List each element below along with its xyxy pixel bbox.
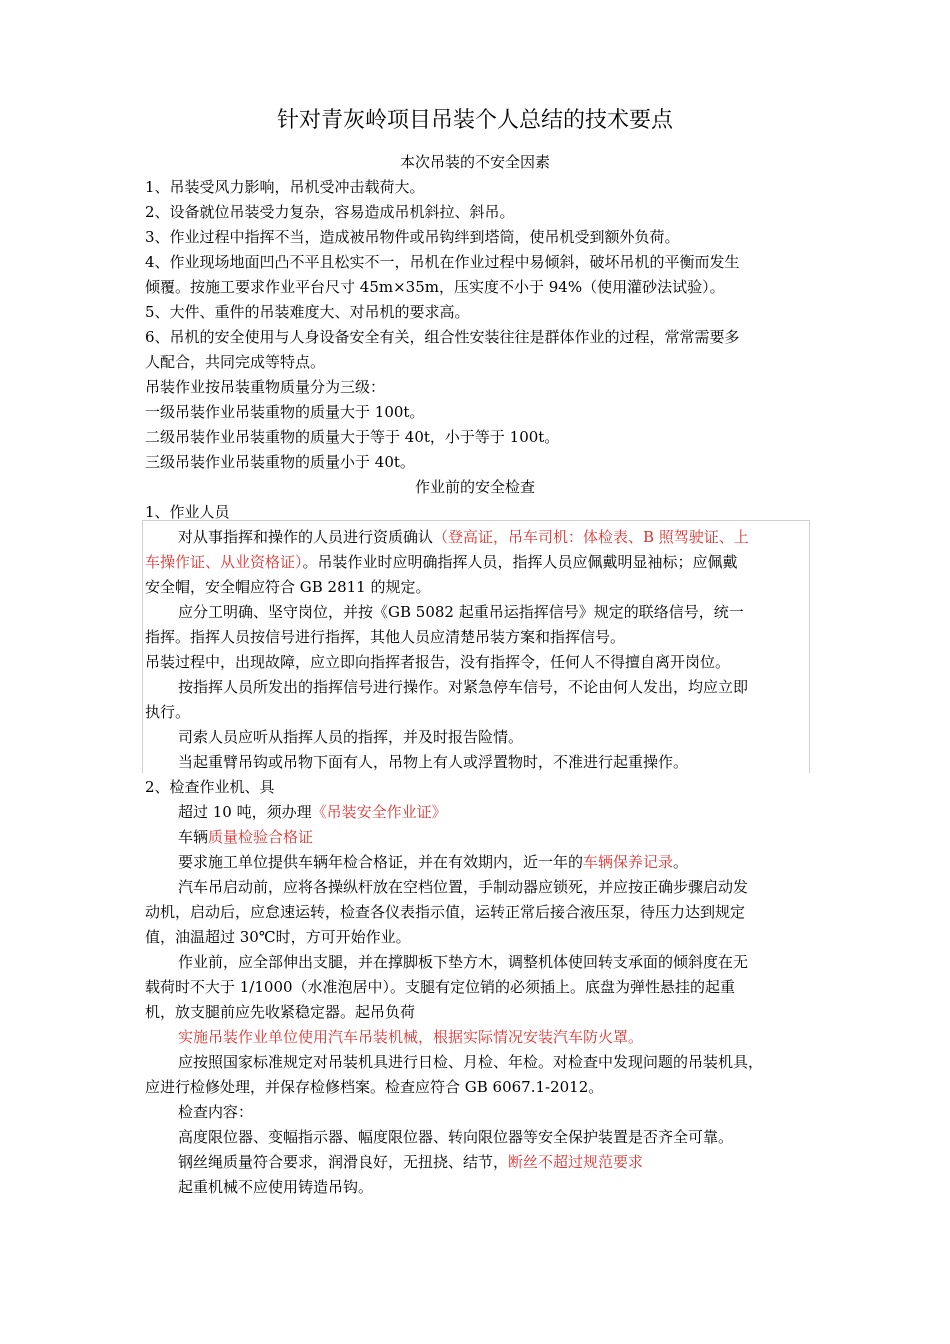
- highlighted-text: 质量检验合格证: [208, 828, 314, 846]
- paragraph-line: 要求施工单位提供车辆年检合格证，并在有效期内，近一年的车辆保养记录。: [178, 853, 689, 871]
- paragraph-line: 机，放支腿前应先收紧稳定器。起吊负荷: [145, 1003, 416, 1021]
- hazard-line: 3、作业过程中指挥不当，造成被吊物件或吊钩绊到塔筒，使吊机受到额外负荷。: [145, 228, 680, 246]
- highlighted-text: （登高证，吊车司机：体检表、B 照驾驶证、上: [433, 528, 749, 546]
- hazard-line: 人配合，共同完成等特点。: [145, 353, 326, 371]
- hazard-line: 5、大件、重件的吊装难度大、对吊机的要求高。: [145, 303, 470, 321]
- grade-line: 二级吊装作业吊装重物的质量大于等于 40t，小于等于 100t。: [145, 428, 560, 446]
- paragraph-line: 司索人员应听从指挥人员的指挥，并及时报告险情。: [178, 728, 524, 746]
- paragraph-line: 应按照国家标准规定对吊装机具进行日检、月检、年检。对检查中发现问题的吊装机具，: [178, 1053, 764, 1071]
- grade-intro: 吊装作业按吊装重物质量分为三级：: [145, 378, 386, 396]
- hazard-line: 倾覆。按施工要求作业平台尺寸 45m×35m，压实度不小于 94%（使用灌砂法试验）。: [145, 278, 725, 296]
- paragraph-line: 车操作证、从业资格证）。吊装作业时应明确指挥人员，指挥人员应佩戴明显袖标；应佩戴: [145, 553, 738, 571]
- highlighted-text: 《吊装安全作业证》: [311, 803, 447, 821]
- paragraph-line: 指挥。指挥人员按信号进行指挥，其他人员应清楚吊装方案和指挥信号。: [145, 628, 626, 646]
- grade-line: 三级吊装作业吊装重物的质量小于 40t。: [145, 453, 415, 471]
- hazard-line: 4、作业现场地面凹凸不平且松实不一，吊机在作业过程中易倾斜，破坏吊机的平衡而发生: [145, 253, 740, 271]
- paragraph-line: 检查内容：: [178, 1103, 254, 1121]
- item-heading-personnel: 1、作业人员: [145, 503, 230, 521]
- paragraph-line: 应分工明确、坚守岗位，并按《GB 5082 起重吊运指挥信号》规定的联络信号，统一: [178, 603, 744, 621]
- item-heading-equipment: 2、检查作业机、具: [145, 778, 275, 796]
- paragraph-line: 高度限位器、变幅指示器、幅度限位器、转向限位器等安全保护装置是否齐全可靠。: [178, 1128, 734, 1146]
- highlighted-text: 车操作证、从业资格证）: [145, 553, 303, 571]
- grade-line: 一级吊装作业吊装重物的质量大于 100t。: [145, 403, 425, 421]
- section-heading-inspection: 作业前的安全检查: [414, 478, 535, 496]
- document-title: 针对青灰岭项目吊装个人总结的技术要点: [276, 108, 673, 133]
- paragraph-line: 吊装过程中，出现故障，应立即向指挥者报告，没有指挥令，任何人不得擅自离开岗位。: [145, 653, 731, 671]
- paragraph-line: 安全帽，安全帽应符合 GB 2811 的规定。: [145, 578, 431, 596]
- paragraph-line: 按指挥人员所发出的指挥信号进行操作。对紧急停车信号，不论由何人发出，均应立即: [178, 678, 749, 696]
- paragraph-line: 执行。: [145, 703, 191, 721]
- paragraph-line: 动机，启动后，应怠速运转，检查各仪表指示值，运转正常后接合液压泵，待压力达到规定: [145, 903, 746, 921]
- hazard-line: 6、吊机的安全使用与人身设备安全有关，组合性安装往往是群体作业的过程，常常需要多: [145, 328, 740, 346]
- paragraph-line: 作业前，应全部伸出支腿，并在撑脚板下垫方木，调整机体使回转支承面的倾斜度在无: [178, 953, 749, 971]
- section-heading-hazards: 本次吊装的不安全因素: [399, 153, 550, 171]
- highlighted-text: 断丝不超过规范要求: [508, 1153, 644, 1171]
- hazard-line: 2、设备就位吊装受力复杂，容易造成吊机斜拉、斜吊。: [145, 203, 515, 221]
- paragraph-line: 起重机械不应使用铸造吊钩。: [178, 1178, 374, 1196]
- paragraph-line: 值，油温超过 30℃时，方可开始作业。: [145, 928, 411, 946]
- highlighted-text: 车辆保养记录: [583, 853, 674, 871]
- paragraph-line: 车辆质量检验合格证: [178, 828, 314, 846]
- paragraph-line: 钢丝绳质量符合要求，润滑良好，无扭挠、结节，断丝不超过规范要求: [178, 1153, 644, 1171]
- paragraph-line: 对从事指挥和操作的人员进行资质确认（登高证，吊车司机：体检表、B 照驾驶证、上: [178, 528, 749, 546]
- paragraph-line: 载荷时不大于 1/1000（水准泡居中）。支腿有定位销的必须插上。底盘为弹性悬挂的起重: [145, 978, 736, 996]
- paragraph-line: 当起重臂吊钩或吊物下面有人，吊物上有人或浮置物时，不准进行起重操作。: [178, 753, 689, 771]
- highlighted-text: 实施吊装作业单位使用汽车吊装机械，根据实际情况安装汽车防火罩。: [178, 1028, 644, 1046]
- paragraph-line: 汽车吊启动前，应将各操纵杆放在空档位置，手制动器应锁死，并应按正确步骤启动发: [178, 878, 749, 896]
- hazard-line: 1、吊装受风力影响，吊机受冲击载荷大。: [145, 178, 425, 196]
- paragraph-line: 应进行检修处理，并保存检修档案。检查应符合 GB 6067.1-2012。: [145, 1078, 604, 1096]
- paragraph-line: 超过 10 吨，须办理《吊装安全作业证》: [178, 803, 447, 821]
